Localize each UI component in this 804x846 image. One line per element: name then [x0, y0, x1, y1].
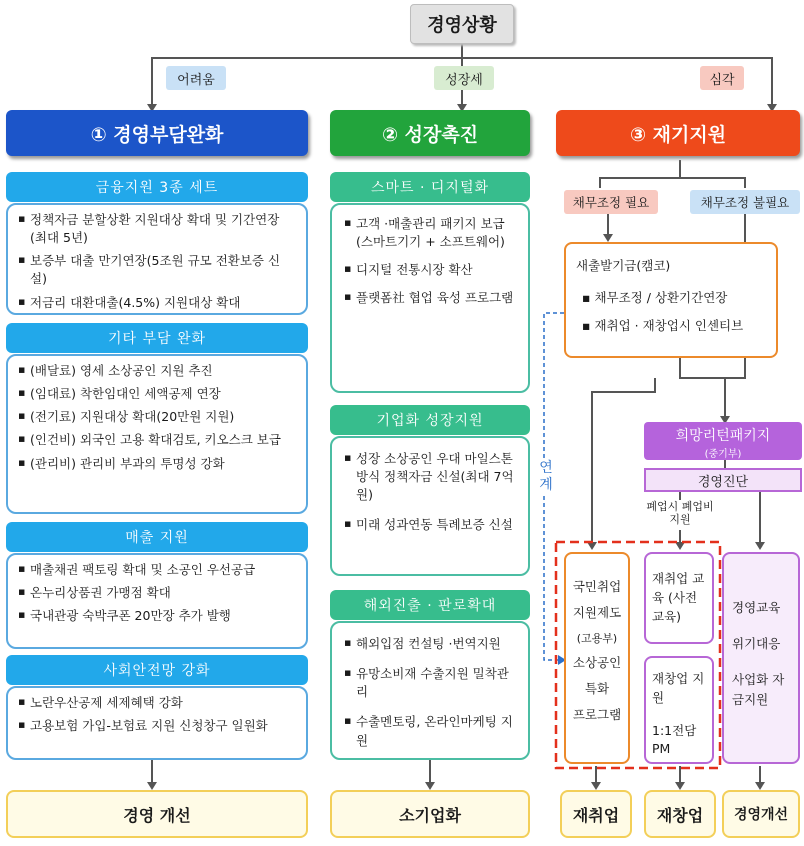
outcome-management-improvement: 경영 개선: [6, 790, 308, 838]
section-panel-corporate-growth: [330, 436, 530, 576]
section-panel-digital: [330, 203, 530, 393]
list-item: ▪ 수출멘토링, 온라인마케팅 지원: [344, 713, 516, 749]
section-panel-safety-net: [6, 686, 308, 760]
outcome-small-business: 소기업화: [330, 790, 530, 838]
list-item: ▪ 채무조정 / 상환기간연장: [582, 290, 728, 305]
list-item: 위기대응: [732, 636, 781, 651]
fresh-start-fund-box: [564, 242, 778, 358]
col-head-burden-relief: ① 경영부담완화: [6, 110, 308, 156]
col-head-growth: ② 성장촉진: [330, 110, 530, 156]
section-head-other-burden: 기타 부담 완화: [6, 323, 308, 353]
list-item: ▪ 재취업 · 재창업시 인센티브: [582, 318, 744, 333]
section-head-sales: 매출 지원: [6, 522, 308, 552]
employment-line: 소상공인: [572, 654, 622, 670]
outcome-reemployment: 재취업: [560, 790, 632, 838]
outcome-management-improve: 경영개선: [722, 790, 800, 838]
list-item: ▪ 미래 성과연동 특례보증 신설: [344, 516, 516, 534]
section-panel-sales: [6, 553, 308, 649]
list-item: 1:1전담 PM: [652, 722, 697, 757]
closure-cost-support: 폐업시 폐업비 지원: [644, 500, 716, 530]
employment-line: (고용부): [576, 631, 618, 645]
hope-return-subtitle: (중기부): [704, 449, 742, 460]
section-head-corporate-growth: 기업화 성장지원: [330, 405, 530, 435]
list-item: ▪ 매출채권 팩토링 확대 및 소공인 우선공급: [18, 561, 296, 579]
list-item: ▪ 해외입점 컨설팅 ·번역지원: [344, 635, 516, 653]
list-item: ▪ 국내관광 숙박쿠폰 20만장 추가 발행: [18, 607, 296, 625]
list-item: ▪ (배달료) 영세 소상공인 지원 추진: [18, 362, 296, 380]
list-item: ▪ 유망소비재 수출지원 밀착관리: [344, 665, 516, 701]
list-item: ▪ 온누리상품권 가맹점 확대: [18, 584, 296, 602]
list-item-text: 채무조정 / 상환기간연장: [594, 290, 728, 305]
branch-tag-difficult: 어려움: [166, 66, 226, 90]
section-head-overseas: 해외진출 · 판로확대: [330, 590, 530, 620]
section-panel-finance: [6, 203, 308, 315]
list-item: ▪ 저금리 대환대출(4.5%) 지원대상 확대: [18, 294, 296, 312]
outcome-restart: 재창업: [644, 790, 716, 838]
fresh-start-fund-title: 새출발기금(캠코): [576, 258, 671, 273]
section-panel-overseas: [330, 621, 530, 760]
section-panel-other-burden: [6, 354, 308, 514]
national-employment-box: [564, 552, 630, 764]
list-item: 경영교육: [732, 600, 781, 615]
list-item: ▪ 디지털 전통시장 확산: [344, 261, 516, 279]
management-support-box: [722, 552, 800, 764]
list-item: 재취업 교육 (사전교육): [652, 571, 705, 624]
link-label: 연계: [539, 460, 553, 493]
hope-return-package: [644, 422, 802, 460]
list-item: ▪ 성장 소상공인 우대 마일스톤 방식 정책자금 신설(최대 7억원): [344, 450, 516, 504]
section-head-digital: 스마트 · 디지털화: [330, 172, 530, 202]
restart-support-box: [644, 656, 714, 764]
reemployment-education-box: [644, 552, 714, 644]
branch-tag-serious: 심각: [700, 66, 744, 90]
list-item: ▪ (전기료) 지원대상 확대(20만원 지원): [18, 408, 296, 426]
list-item: 사업화 자금지원: [732, 672, 785, 707]
list-item: ▪ 노란우산공제 세제혜택 강화: [18, 694, 296, 712]
employment-line: 국민취업: [572, 579, 622, 594]
list-item-text: 재취업 · 재창업시 인센티브: [594, 318, 744, 333]
section-head-finance: 금융지원 3종 세트: [6, 172, 308, 202]
hope-return-title: 희망리턴패키지: [675, 428, 771, 444]
section-head-safety-net: 사회안전망 강화: [6, 655, 308, 685]
employment-line: 특화: [584, 680, 610, 696]
list-item: ▪ 플랫폼社 협업 육성 프로그램: [344, 289, 516, 307]
tag-debt-adjust-not-needed: 채무조정 불필요: [690, 190, 800, 214]
tag-debt-adjust-needed: 채무조정 필요: [564, 190, 658, 214]
list-item: ▪ 고용보험 가입-보험료 지원 신청창구 일원화: [18, 717, 296, 735]
list-item: ▪ 정책자금 분할상환 지원대상 확대 및 기간연장(최대 5년): [18, 211, 296, 247]
employment-line: 프로그램: [572, 707, 622, 723]
page-title: 경영상황: [410, 4, 514, 44]
management-diagnosis: 경영진단: [644, 468, 802, 492]
list-item: 재창업 지원: [652, 671, 705, 705]
list-item: ▪ (인건비) 외국인 고용 확대검토, 키오스크 보급: [18, 431, 296, 449]
list-item: ▪ (관리비) 관리비 부과의 투명성 강화: [18, 455, 296, 473]
col-head-restart-support: ③ 재기지원: [556, 110, 800, 156]
list-item: ▪ 보증부 대출 만기연장(5조원 규모 전환보증 신설): [18, 252, 296, 288]
list-item: ▪ 고객 ·매출관리 패키지 보급 (스마트기기 + 소프트웨어): [344, 215, 516, 251]
branch-tag-growth: 성장세: [434, 66, 494, 90]
employment-line: 지원제도: [572, 605, 622, 621]
list-item: ▪ (임대료) 착한임대인 세액공제 연장: [18, 385, 296, 403]
